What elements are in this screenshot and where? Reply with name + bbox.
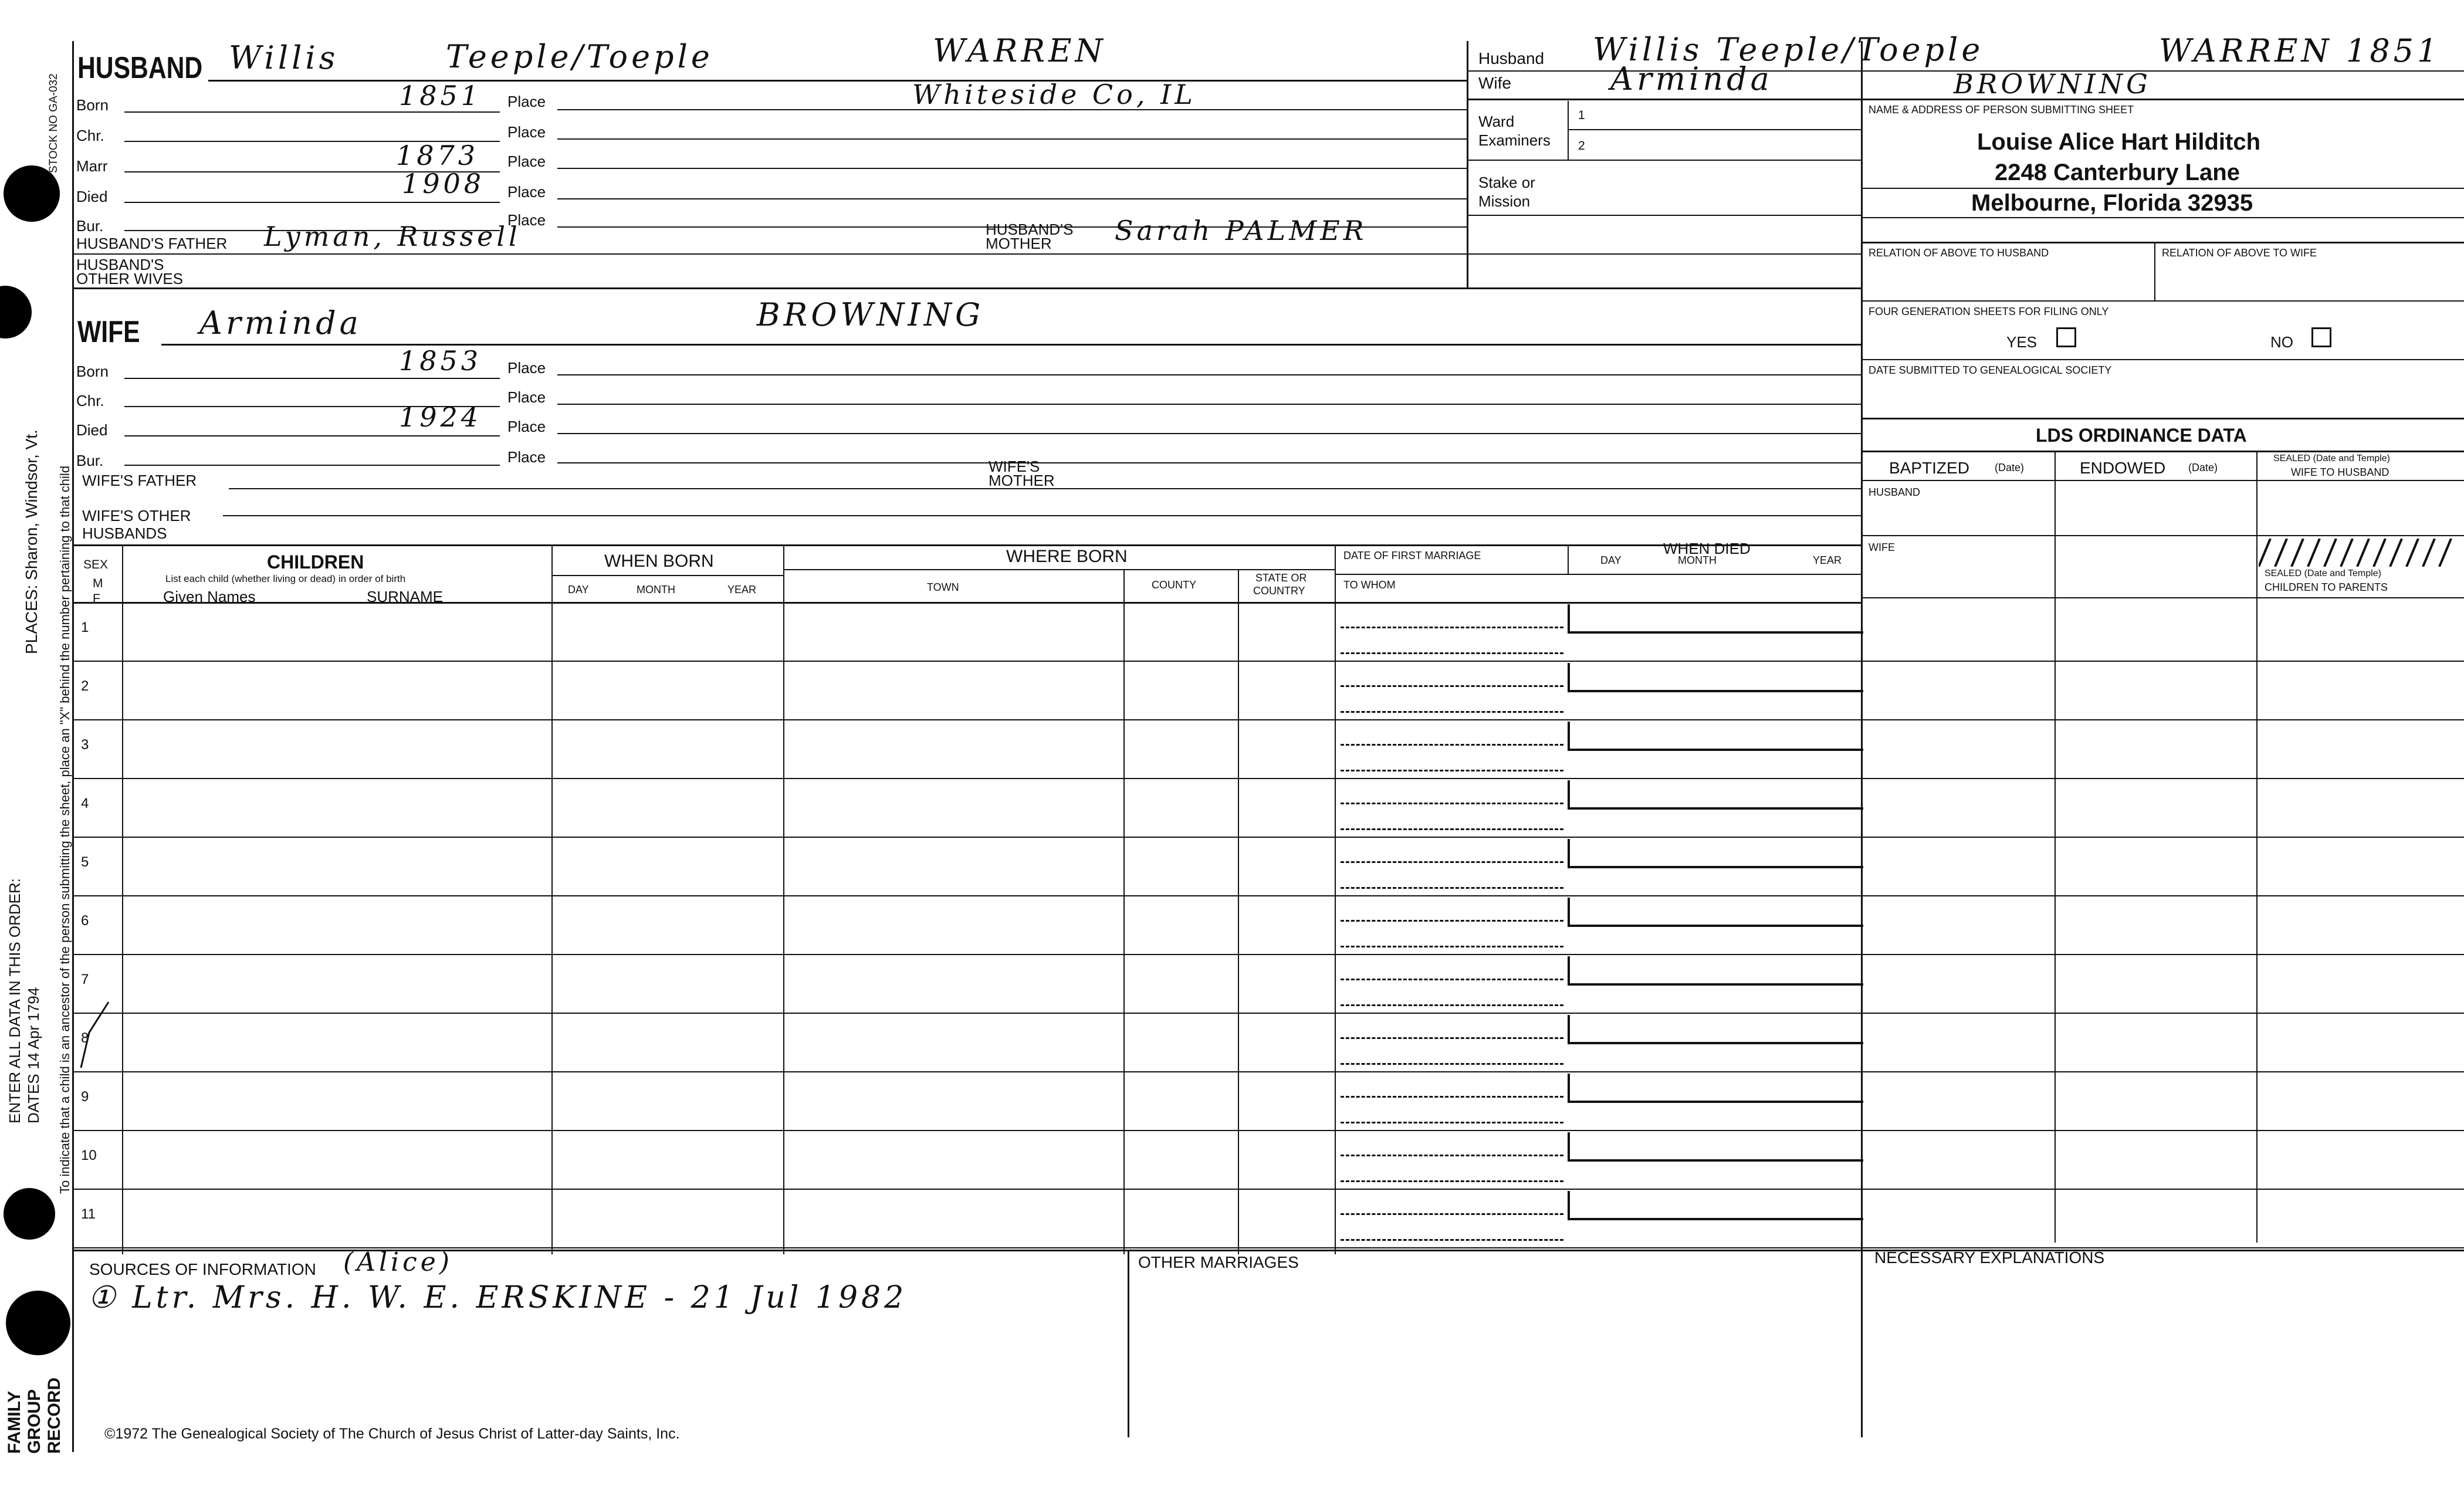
child-row-number: 4 — [81, 796, 89, 811]
punch-hole — [4, 1188, 55, 1240]
sealed-children-label-1: SEALED (Date and Temple) — [2265, 568, 2381, 578]
other-marriages-label: OTHER MARRIAGES — [1138, 1253, 1299, 1271]
examiners-label: Examiners — [1478, 131, 1551, 149]
died-year-label: YEAR — [1813, 554, 1842, 566]
child-row-divider — [72, 1130, 2464, 1131]
given-names-label: Given Names — [163, 588, 256, 605]
rule — [1568, 544, 1569, 574]
husband-middle-name: Teeple/Toeple — [446, 38, 713, 75]
husbands-mother-label-2: MOTHER — [986, 235, 1052, 252]
date-submitted-label: DATE SUBMITTED TO GENEALOGICAL SOCIETY — [1869, 364, 2112, 376]
death-date-bracket — [1568, 839, 1863, 868]
sealed-wife-label-2: WIFE TO HUSBAND — [2291, 466, 2389, 478]
no-checkbox[interactable] — [2311, 327, 2331, 347]
sealed-wife-label-1: SEALED (Date and Temple) — [2273, 453, 2390, 463]
husband-marr-year: 1873 — [396, 140, 479, 171]
child-row-number: 11 — [81, 1206, 96, 1222]
wife-died-year: 1924 — [399, 401, 482, 433]
husband-died-label: Died — [76, 188, 108, 205]
marriage-date-dashed-line — [1341, 861, 1563, 863]
spouse-dashed-line — [1341, 1004, 1563, 1006]
sex-f-label: F — [93, 592, 100, 605]
rule — [557, 138, 1467, 140]
place-label: Place — [507, 448, 546, 466]
marriage-date-dashed-line — [1341, 1213, 1563, 1215]
rule — [1861, 300, 2464, 302]
wife-given-name: Arminda — [199, 304, 362, 341]
died-month-label: MONTH — [1678, 554, 1717, 566]
rule — [229, 488, 1861, 489]
necessary-explanations-label: NECESSARY EXPLANATIONS — [1874, 1248, 2105, 1267]
punch-hole — [0, 286, 32, 339]
husband-chr-label: Chr. — [76, 127, 104, 144]
husband-born-year: 1851 — [399, 80, 482, 111]
submitter-city: Melbourne, Florida 32935 — [1971, 190, 2253, 216]
stake-label-2: Mission — [1478, 192, 1531, 210]
rule — [1568, 101, 1569, 160]
places-note: PLACES: Sharon, Windsor, Vt. — [22, 429, 40, 654]
town-label: TOWN — [927, 581, 959, 593]
child-row-number: 8 — [81, 1030, 89, 1046]
marriage-date-dashed-line — [1341, 1037, 1563, 1039]
state-label-2: COUNTRY — [1253, 585, 1305, 597]
hatched-box — [2259, 539, 2458, 567]
rule — [1128, 1250, 1129, 1437]
form-title-record: RECORD — [45, 1377, 64, 1454]
husbands-father-label: HUSBAND'S FATHER — [76, 235, 228, 252]
baptized-date-label: (Date) — [1995, 462, 2025, 473]
rule — [1861, 418, 2464, 419]
died-day-label: DAY — [1600, 554, 1622, 566]
submitter-street: 2248 Canterbury Lane — [1995, 160, 2240, 185]
when-born-heading: WHEN BORN — [604, 551, 714, 571]
copyright-notice: ©1972 The Genealogical Society of The Church of Jesus Christ of Latter-day Saints, Inc. — [104, 1426, 680, 1442]
header-husband-label: Husband — [1478, 49, 1545, 67]
to-whom-label: TO WHOM — [1343, 579, 1396, 591]
relation-to-wife-label: RELATION OF ABOVE TO WIFE — [2162, 247, 2317, 259]
child-row-number: 1 — [81, 620, 89, 635]
spouse-dashed-line — [1341, 652, 1563, 654]
rule — [557, 168, 1467, 169]
wifes-other-husbands-label-1: WIFE'S OTHER — [82, 507, 191, 524]
wifes-father-label: WIFE'S FATHER — [82, 472, 197, 489]
rule — [122, 544, 123, 1254]
death-date-bracket — [1568, 722, 1863, 751]
husband-died-year: 1908 — [402, 168, 485, 199]
rule — [223, 515, 1861, 516]
rule — [1861, 597, 2464, 598]
rule — [72, 253, 1861, 255]
wife-born-year: 1853 — [399, 345, 482, 377]
place-label: Place — [507, 123, 546, 141]
rule — [1335, 574, 1861, 575]
place-label: Place — [507, 211, 546, 229]
husbands-mother-name: Sarah PALMER — [1115, 215, 1368, 246]
place-label: Place — [507, 153, 546, 170]
husband-bur-label: Bur. — [76, 217, 104, 235]
header-wife-name: Arminda — [1610, 60, 1773, 97]
child-row-number: 6 — [81, 913, 89, 929]
child-row-divider — [72, 954, 2464, 955]
rule — [1861, 217, 2464, 218]
spouse-dashed-line — [1341, 828, 1563, 830]
child-row-number: 9 — [81, 1089, 89, 1105]
submitter-header: NAME & ADDRESS OF PERSON SUBMITTING SHEET — [1869, 104, 2134, 116]
ward-label: Ward — [1478, 113, 1515, 130]
children-heading: CHILDREN — [267, 551, 364, 573]
left-border — [72, 41, 74, 1452]
yes-checkbox[interactable] — [2056, 327, 2076, 347]
rule — [1861, 242, 2464, 243]
husband-given-name: Willis — [229, 39, 339, 76]
spouse-dashed-line — [1341, 1239, 1563, 1241]
examiner-2: 2 — [1578, 139, 1585, 153]
header-husband-surname: WARREN 1851 — [2159, 32, 2441, 69]
spouse-dashed-line — [1341, 711, 1563, 713]
stock-number: STOCK NO GA-032 — [48, 73, 60, 173]
death-date-bracket — [1568, 1132, 1863, 1162]
rule — [557, 462, 1861, 463]
no-label: NO — [2270, 333, 2293, 351]
husband-heading: HUSBAND — [77, 51, 203, 85]
wife-chr-label: Chr. — [76, 392, 104, 409]
born-day-label: DAY — [568, 584, 589, 595]
sex-m-label: M — [93, 577, 103, 590]
rule — [783, 544, 784, 1254]
child-row-divider — [72, 837, 2464, 838]
wifes-mother-label-1: WIFE'S — [989, 458, 1040, 475]
header-husband-name: Willis Teeple/Toeple — [1593, 31, 1984, 68]
punch-hole — [6, 1291, 70, 1355]
child-row-divider — [72, 778, 2464, 779]
when-died-heading: WHEN DIED — [1663, 540, 1751, 557]
place-label: Place — [507, 183, 546, 201]
wifes-mother-label-2: MOTHER — [989, 472, 1055, 489]
sources-label: SOURCES OF INFORMATION — [89, 1260, 316, 1278]
rule — [124, 202, 500, 203]
rule — [2154, 242, 2155, 300]
children-note: List each child (whether living or dead) in order of birth — [165, 573, 406, 584]
wife-heading: WIFE — [77, 315, 140, 349]
state-label-1: STATE OR — [1255, 572, 1307, 584]
rule — [783, 569, 1335, 570]
wifes-other-husbands-label-2: HUSBANDS — [82, 524, 167, 542]
rule — [1467, 99, 2464, 100]
rule — [557, 374, 1861, 375]
rule — [557, 198, 1467, 199]
first-marriage-label: DATE OF FIRST MARRIAGE — [1343, 550, 1481, 561]
rule — [1861, 535, 2464, 536]
rule — [551, 575, 783, 576]
rule — [124, 435, 500, 436]
child-row-number: 2 — [81, 678, 89, 694]
spouse-dashed-line — [1341, 1122, 1563, 1123]
rule — [124, 111, 500, 113]
rule — [1467, 160, 1861, 161]
death-date-bracket — [1568, 1191, 1863, 1220]
rule — [1861, 451, 2464, 452]
husband-born-label: Born — [76, 96, 109, 114]
county-label: COUNTY — [1152, 579, 1196, 591]
four-generation-label: FOUR GENERATION SHEETS FOR FILING ONLY — [1869, 306, 2109, 317]
rule — [72, 287, 1861, 289]
born-year-label: YEAR — [727, 584, 757, 595]
child-row-divider — [72, 895, 2464, 896]
endowed-label: ENDOWED — [2080, 459, 2166, 477]
death-date-bracket — [1568, 1074, 1863, 1103]
rule — [557, 433, 1861, 434]
husbands-other-wives-label-2: OTHER WIVES — [76, 270, 184, 287]
death-date-bracket — [1568, 663, 1863, 692]
place-label: Place — [507, 388, 546, 406]
rule — [1568, 129, 1861, 130]
child-row-number: 3 — [81, 737, 89, 753]
rule — [551, 544, 553, 1254]
born-month-label: MONTH — [637, 584, 675, 595]
punch-hole — [4, 165, 60, 222]
rule — [1335, 544, 1336, 1254]
place-label: Place — [507, 359, 546, 377]
marriage-date-dashed-line — [1341, 627, 1563, 628]
rule — [1861, 480, 2464, 481]
lds-husband-label: HUSBAND — [1869, 486, 1921, 498]
place-label: Place — [507, 93, 546, 110]
children-header-bottom — [72, 602, 1861, 604]
sealed-children-label-2: CHILDREN TO PARENTS — [2265, 581, 2388, 593]
header-wife-surname: BROWNING — [1954, 68, 2151, 100]
rule — [1123, 569, 1125, 1254]
rule — [1861, 359, 2464, 360]
marriage-date-dashed-line — [1341, 803, 1563, 804]
marriage-date-dashed-line — [1341, 979, 1563, 980]
form-title-group: GROUP — [25, 1389, 44, 1454]
wife-surname: BROWNING — [757, 296, 984, 333]
rule — [1467, 41, 1468, 287]
relation-to-husband-label: RELATION OF ABOVE TO HUSBAND — [1869, 247, 2049, 259]
death-date-bracket — [1568, 604, 1863, 634]
stake-label-1: Stake or — [1478, 174, 1535, 191]
child-row-divider — [72, 1071, 2464, 1072]
wife-born-label: Born — [76, 363, 109, 380]
baptized-label: BAPTIZED — [1889, 459, 1969, 477]
child-row-divider — [72, 1189, 2464, 1190]
surname-label: SURNAME — [367, 588, 444, 605]
yes-label: YES — [2006, 333, 2037, 351]
death-date-bracket — [1568, 898, 1863, 927]
spouse-dashed-line — [1341, 1063, 1563, 1065]
husbands-other-wives-label-1: HUSBAND'S — [76, 256, 164, 273]
rule — [1238, 569, 1239, 1254]
husband-marr-label: Marr — [76, 157, 108, 175]
husband-name-line — [208, 80, 1467, 82]
rule — [124, 465, 500, 466]
rule — [557, 404, 1861, 405]
death-date-bracket — [1568, 1015, 1863, 1044]
husbands-mother-label-1: HUSBAND'S — [986, 221, 1074, 238]
sources-entry: ① Ltr. Mrs. H. W. E. ERSKINE - 21 Jul 1982 — [88, 1280, 908, 1315]
child-row-divider — [72, 719, 2464, 720]
child-row-number: 7 — [81, 972, 89, 987]
death-date-bracket — [1568, 780, 1863, 810]
child-row-divider — [72, 1013, 2464, 1014]
marriage-date-dashed-line — [1341, 1155, 1563, 1156]
spouse-dashed-line — [1341, 770, 1563, 771]
lds-ordinance-heading: LDS ORDINANCE DATA — [2036, 425, 2247, 446]
husbands-father-name: Lyman, Russell — [264, 221, 521, 252]
death-date-bracket — [1568, 956, 1863, 986]
child-row-number: 10 — [81, 1148, 97, 1163]
sex-label: SEX — [83, 558, 109, 571]
rule — [72, 544, 1861, 546]
form-title-family: FAMILY — [5, 1390, 24, 1454]
wife-died-label: Died — [76, 421, 108, 439]
child-row-number: 5 — [81, 854, 89, 870]
spouse-dashed-line — [1341, 946, 1563, 947]
endowed-date-label: (Date) — [2188, 462, 2218, 473]
husband-born-place: Whiteside Co, IL — [912, 79, 1196, 110]
place-label: Place — [507, 418, 546, 435]
rule — [1467, 215, 1861, 216]
header-wife-label: Wife — [1478, 74, 1511, 92]
rule — [2256, 451, 2257, 1243]
wife-bur-label: Bur. — [76, 452, 104, 469]
data-order-dates: DATES 14 Apr 1794 — [25, 987, 42, 1123]
where-born-heading: WHERE BORN — [1006, 547, 1128, 566]
spouse-dashed-line — [1341, 1180, 1563, 1182]
sources-who: (Alice) — [343, 1247, 453, 1277]
submitter-name: Louise Alice Hart Hilditch — [1977, 129, 2261, 155]
child-ancestor-instruction: To indicate that a child is an ancestor of the person submitting the sheet, place an "X" behind the number pertaining to that child — [57, 465, 72, 1194]
examiner-1: 1 — [1578, 109, 1585, 122]
marriage-date-dashed-line — [1341, 744, 1563, 746]
data-order-title: ENTER ALL DATA IN THIS ORDER: — [6, 878, 23, 1123]
rule — [124, 378, 500, 379]
spouse-dashed-line — [1341, 887, 1563, 889]
marriage-date-dashed-line — [1341, 920, 1563, 922]
rule — [1861, 188, 2464, 189]
husband-surname: WARREN — [933, 32, 1106, 69]
marriage-date-dashed-line — [1341, 1096, 1563, 1098]
marriage-date-dashed-line — [1341, 685, 1563, 687]
lds-wife-label: WIFE — [1869, 541, 1895, 553]
child-row-divider — [72, 661, 2464, 662]
rule — [2055, 451, 2056, 1243]
